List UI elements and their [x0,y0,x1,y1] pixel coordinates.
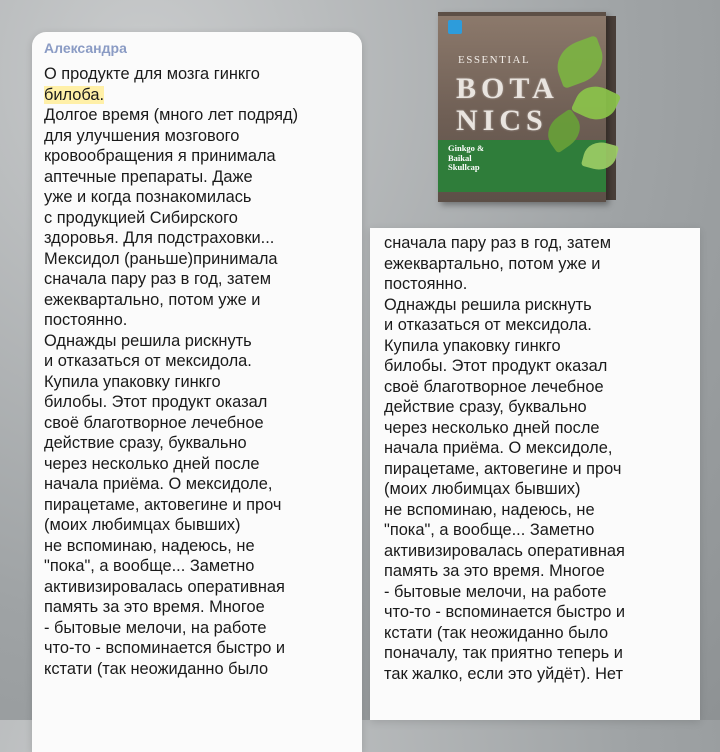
text-line: - бытовые мелочи, на работе [384,582,607,601]
text-line: что-то - вспоминается быстро и [44,639,286,657]
text-line: кстати (так неожиданно было [384,623,609,642]
text-line: аптечные препараты. Даже [44,167,253,186]
sender-name[interactable]: Александра [44,40,127,56]
text-line: своё благотворное лечебное [384,377,604,396]
message-bubble-left [32,32,362,752]
brand-logo-icon [448,20,462,34]
text-line: Купила упаковку гинкго [384,336,561,355]
text-line: (моих любимцах бывших) [44,516,241,534]
brand-line-3: NICS [456,104,548,137]
text-line: и отказаться от мексидола. [44,352,252,370]
box-band [438,12,606,16]
product-name-line: Ginkgo & [448,143,485,153]
text-line: Купила упаковку гинкго [44,372,221,391]
text-line: билобы. Этот продукт оказал [384,357,608,375]
text-line: и отказаться от мексидола. [384,316,592,334]
brand-line-2: BOTA [456,72,559,105]
text-line: через несколько дней после [384,418,600,437]
text-line: не вспоминаю, надеюсь, не [384,500,595,519]
text-line: "пока", а вообще... Заметно [44,557,255,575]
product-name-line: Baikal [448,152,472,163]
text-line: уже и когда познакомилась [44,188,252,206]
message-bubble-right [370,228,700,720]
text-line: действие сразу, буквально [384,398,587,416]
text-line: память за это время. Многое [44,598,265,616]
text-line: кстати (так неожиданно было [44,659,269,678]
product-name [448,144,484,173]
product-name-line: Skullcap [448,162,480,172]
text-line: "пока", а вообще... Заметно [384,521,595,539]
text-line: не вспоминаю, надеюсь, не [44,536,255,555]
text-line: с продукцией Сибирского [44,208,238,227]
text-line: постоянно. [384,275,468,293]
text-line: Однажды решила рискнуть [384,295,592,314]
text-line: активизировалась оперативная [384,541,625,560]
text-line [44,85,359,106]
text-line: ежеквартально, потом уже и [384,254,601,273]
text-line: действие сразу, буквально [44,434,247,452]
text-line: Однажды решила рискнуть [44,331,252,350]
text-line: так жалко, если это уйдёт). Нет [384,664,623,683]
text-line: поначалу, так приятно теперь и [384,644,623,662]
highlighted-text: билоба. [44,85,105,104]
message-text-left [44,64,359,679]
text-line: О продукте для мозга гинкго [44,65,260,83]
text-line: пирацетаме, актовегине и проч [384,459,622,478]
text-line: кровообращения я принимала [44,147,276,165]
text-line: Долгое время (много лет подряд) [44,106,299,124]
text-line: через несколько дней после [44,454,260,473]
text-line: Мексидол (раньше)принимала [44,249,278,268]
text-line: своё благотворное лечебное [44,413,264,432]
text-line: - бытовые мелочи, на работе [44,618,267,637]
text-line: начала приёма. О мексидоле, [384,439,613,457]
brand-line-1: ESSENTIAL [458,54,531,66]
text-line: что-то - вспоминается быстро и [384,603,626,621]
text-line: постоянно. [44,311,128,329]
text-line: (моих любимцах бывших) [384,480,581,498]
text-line: билобы. Этот продукт оказал [44,393,268,411]
text-line: активизировалась оперативная [44,577,285,596]
text-line: для улучшения мозгового [44,126,240,145]
product-box-image [438,12,616,202]
text-line: начала приёма. О мексидоле, [44,475,273,493]
message-text-right [384,233,689,684]
text-line: память за это время. Многое [384,562,605,580]
text-line: здоровья. Для подстраховки... [44,229,275,247]
text-line: пирацетаме, актовегине и проч [44,495,282,514]
text-line: сначала пару раз в год, затем [384,234,611,252]
text-line: ежеквартально, потом уже и [44,290,261,309]
text-line: сначала пару раз в год, затем [44,270,271,288]
